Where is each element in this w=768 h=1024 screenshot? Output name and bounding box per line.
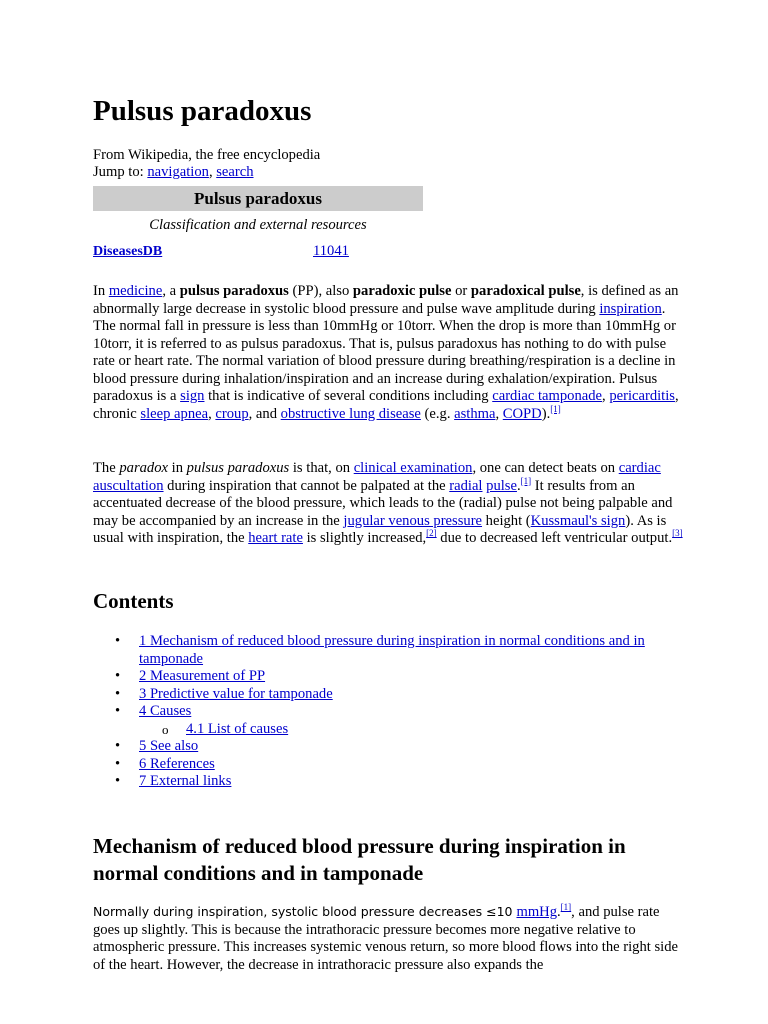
- text: .: [557, 904, 561, 920]
- text: , is defined as an abnormally large decrease in systolic blood pressure and pulse wave amplitude during: [93, 283, 679, 317]
- paradox-paragraph: [93, 460, 683, 548]
- infobox-subtitle: Classification and external resources: [149, 217, 367, 233]
- jump-to-separator: ,: [208, 164, 217, 180]
- page-title: Pulsus paradoxus: [93, 95, 312, 127]
- toc-link-mechanism[interactable]: 1 Mechanism of reduced blood pressure during inspiration in normal conditions and in tamponade: [139, 633, 645, 667]
- medicine-link[interactable]: medicine: [108, 283, 163, 299]
- text: In: [93, 283, 109, 299]
- text: , a: [162, 283, 180, 299]
- text: , and pulse rate goes up slightly. This is because the intrathoracic pressure becomes more negative relative to atmospheric pressure. This increases systemic venous return, so more blood flows into the right side of the heart. However, the decrease in intrathoracic pressure also expands the: [93, 904, 678, 973]
- intro-paragraph: [93, 283, 683, 423]
- contents-heading: Contents: [93, 589, 174, 613]
- text: The: [93, 460, 120, 476]
- toc-link-predictive-value[interactable]: 3 Predictive value for tamponade: [139, 685, 333, 702]
- toc-link-list-of-causes[interactable]: 4.1 List of causes: [186, 720, 289, 737]
- toc-item: [93, 633, 683, 668]
- pulse-link[interactable]: pulse: [486, 477, 517, 494]
- radial-link[interactable]: radial: [449, 477, 483, 494]
- reference-link[interactable]: [1]: [550, 403, 561, 414]
- text: ).: [541, 405, 551, 422]
- obstructive-lung-disease-link[interactable]: obstructive lung disease: [280, 405, 421, 422]
- bold-term: paradoxical pulse: [470, 283, 581, 299]
- jump-to-label: Jump to:: [93, 164, 148, 180]
- search-link[interactable]: search: [216, 164, 254, 180]
- jugular-venous-pressure-link[interactable]: jugular venous pressure: [343, 512, 483, 529]
- text: , and: [248, 405, 281, 422]
- navigation-link[interactable]: navigation: [147, 164, 209, 180]
- text: , chronic: [93, 388, 679, 422]
- mechanism-paragraph: [93, 903, 683, 974]
- toc-subitem: [93, 721, 683, 739]
- toc-item: [93, 703, 683, 721]
- toc-link-references[interactable]: 6 References: [139, 755, 215, 772]
- clinical-examination-link[interactable]: clinical examination: [353, 460, 473, 476]
- toc-link-causes[interactable]: 4 Causes: [139, 703, 192, 719]
- text: due to decreased left ventricular output.: [436, 530, 673, 546]
- bold-term: pulsus paradoxus: [179, 283, 289, 299]
- text: ,: [208, 405, 216, 422]
- text: height (: [482, 512, 531, 529]
- toc-link-see-also[interactable]: 5 See also: [139, 738, 199, 754]
- text: ,: [495, 405, 503, 422]
- cardiac-auscultation-link[interactable]: cardiac auscultation: [93, 460, 661, 494]
- jump-to-links: [93, 164, 254, 182]
- reference-link[interactable]: [2]: [426, 528, 437, 538]
- bold-term: paradoxic pulse: [352, 283, 452, 299]
- cardiac-tamponade-link[interactable]: cardiac tamponade: [492, 388, 603, 404]
- heart-rate-link[interactable]: heart rate: [248, 530, 303, 546]
- asthma-link[interactable]: asthma: [454, 405, 496, 422]
- text: in: [168, 460, 187, 476]
- text: .: [516, 477, 521, 494]
- text: is slightly increased,: [302, 530, 427, 546]
- inspiration-link[interactable]: inspiration: [599, 300, 662, 317]
- text: (e.g.: [420, 405, 455, 422]
- toc-item: [93, 668, 683, 686]
- text: , one can detect beats on: [472, 460, 619, 476]
- text: (PP), also: [288, 283, 353, 299]
- toc-link-external-links[interactable]: 7 External links: [139, 773, 232, 789]
- text: or: [451, 283, 471, 299]
- croup-link[interactable]: croup: [215, 405, 249, 422]
- text: that is indicative of several conditions including: [204, 388, 493, 404]
- text: It results from an accentuated decrease of the blood pressure, which leads to the (radial) pulse not being palpable and may be accompanied by an increase in the: [93, 477, 673, 529]
- toc-item: [93, 738, 683, 756]
- diseasesdb-link[interactable]: DiseasesDB: [93, 244, 163, 259]
- diseasesdb-id-link[interactable]: 11041: [313, 243, 349, 259]
- text: is that, on: [289, 460, 354, 476]
- infobox-row-diseasesdb: [93, 243, 423, 260]
- text: during inspiration that cannot be palpated at the: [163, 477, 450, 494]
- text: . The normal fall in pressure is less than 10mmHg or 10torr. When the drop is more than 10mmHg or 10torr, it is referred to as pulsus paradoxus. That is, pulsus paradoxus has nothing to do with pulse rate or heart rate. The normal variation of blood pressure during breathing/respiration is a decline in blood pressure during inhalation/inspiration and an increase during exhalation/expiration. Pulsus paradoxus is a: [93, 300, 676, 404]
- mmhg-link[interactable]: mmHg: [516, 904, 558, 920]
- copd-link[interactable]: COPD: [502, 405, 542, 422]
- text: ). As is usual with inspiration, the: [93, 512, 667, 546]
- text: Normally during inspiration, systolic blood pressure decreases ≤10: [93, 904, 517, 919]
- infobox-title: Pulsus paradoxus: [93, 186, 423, 211]
- italic-term: paradox: [119, 460, 168, 476]
- table-of-contents: [93, 633, 683, 791]
- sign-link[interactable]: sign: [180, 388, 205, 404]
- italic-term: pulsus paradoxus: [186, 460, 290, 476]
- reference-link[interactable]: [3]: [672, 528, 683, 538]
- section-heading-mechanism: Mechanism of reduced blood pressure during inspiration in normal conditions and in tamponade: [93, 834, 626, 885]
- toc-link-measurement[interactable]: 2 Measurement of PP: [139, 668, 266, 684]
- infobox: [93, 186, 423, 260]
- reference-link[interactable]: [1]: [520, 475, 532, 486]
- sleep-apnea-link[interactable]: sleep apnea: [140, 405, 209, 422]
- toc-item: [93, 773, 683, 791]
- tagline: From Wikipedia, the free encyclopedia: [93, 147, 321, 163]
- text: ,: [602, 388, 610, 404]
- kussmauls-sign-link[interactable]: Kussmaul's sign: [530, 512, 626, 529]
- toc-item: [93, 756, 683, 774]
- pericarditis-link[interactable]: pericarditis: [609, 388, 675, 404]
- toc-item: [93, 686, 683, 704]
- reference-link[interactable]: [1]: [560, 902, 572, 912]
